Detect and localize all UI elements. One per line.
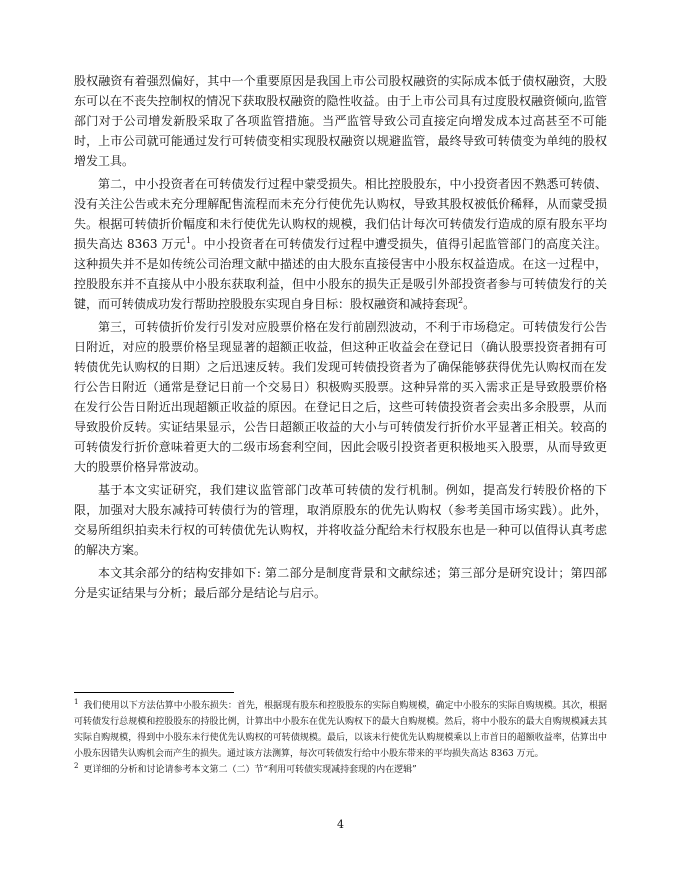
footnote-ref-2[interactable]: 2 (458, 296, 464, 305)
paragraph-2-end: 。 (463, 297, 476, 311)
page-number: 4 (337, 818, 344, 831)
paragraph-3 (74, 317, 607, 477)
footnote-1-mark: 1 (74, 698, 79, 706)
paragraph-2-text: 第二，中小投资者在可转债发行过程中蒙受损失。相比控股股东，中小投资者因不熟悉可转债、没有关注公告或未充分理解配售流程而未充分行使优先认购权，导致其股权被低价稀释，从而蒙受损失。根据可转债折价幅度和未行使优先认购权的规模，我们估计每次可转债发行造成的原有股东平均损失高达 8363 万元 (74, 177, 607, 251)
footnotes (74, 698, 607, 778)
paragraph-5 (74, 563, 607, 603)
footnote-2 (74, 762, 607, 778)
paragraph-5-text: 本文其余部分的结构安排如下: 第二部分是制度背景和文献综述；第三部分是研究设计；第四部分是实证结果与分析；最后部分是结论与启示。 (74, 566, 607, 600)
footnote-2-mark: 2 (74, 762, 79, 770)
paragraph-1-text: 股权融资有着强烈偏好，其中一个重要原因是我国上市公司股权融资的实际成本低于债权融资，大股东可以在不丧失控制权的情况下获取股权融资的隐性收益。由于上市公司具有过度股权融资倾向,监管部门对于公司增发新股采取了各项监管措施。当严监管导致公司直接定向增发成本过高甚至不可能时，上市公司就可能通过发行可转债变相实现股权融资以规避监管，最终导致可转债变为单纯的股权增发工具。 (74, 74, 607, 168)
paragraph-2-tail: 。中小投资者在可转债发行过程中遭受损失，值得引起监管部门的高度关注。这种损失并不是如传统公司治理文献中描述的由大股东直接侵害中小股东权益造成。在这一过程中，控股股东并不直接从中小股东获取利益，但中小股东的损失正是吸引外部投资者参与可转债发行的关键，而可转债成功发行帮助控股股东实现自身目标：股权融资和减持套现 (74, 237, 607, 311)
paragraph-4-text: 基于本文实证研究，我们建议监管部门改革可转债的发行机制。例如，提高发行转股价格的下限，加强对大股东减持可转债行为的管理，取消原股东的优先认购权（参考美国市场实践）。此外，交易所组织拍卖未行权的可转债优先认购权，并将收益分配给未行权股东也是一种可以值得认真考虑的解决方案。 (74, 483, 607, 557)
paragraph-4 (74, 480, 607, 560)
footnote-ref-1[interactable]: 1 (186, 236, 192, 245)
paragraph-3-text: 第三，可转债折价发行引发对应股票价格在发行前剧烈波动，不利于市场稳定。可转债发行公告日附近，对应的股票价格呈现显著的超额正收益，但这种正收益会在登记日（确认股票投资者拥有可转债优先认购权的日期）之后迅速反转。我们发现可转债投资者为了确保能够获得优先认购权而在发行公告日附近（通常是登记日前一个交易日）积极购买股票。这种异常的买入需求正是导致股票价格在发行公告日附近出现超额正收益的原因。在登记日之后，这些可转债投资者会卖出多余股票，从而导致股价反转。实证结果显示，公告日超额正收益的大小与可转债发行折价水平显著正相关。较高的可转债发行折价意味着更大的二级市场套利空间，因此会吸引投资者更积极地买入股票，从而导致更大的股票价格异常波动。 (74, 320, 607, 474)
footnote-1-text: 我们使用以下方法估算中小股东损失：首先，根据现有股东和控股股东的实际自购规模，确定中小股东的实际自购规模。其次，根据可转债发行总规模和控股股东的持股比例，计算出中小股东在优先认购权下的最大自购规模。然后，将中小股东的最大自购规模减去其实际自购规模，得到中小股东未行使优先认购权的可转债规模。最后，以该未行使优先认购规模乘以上市首日的超额收益率，估算出中小股东因错失认购机会而产生的损失。通过该方法测算，每次可转债发行给中小股东带来的平均损失高达 8363 万元。 (74, 701, 607, 759)
paragraph-1 (74, 71, 607, 171)
footnote-divider (74, 692, 234, 693)
paragraph-2 (74, 174, 607, 314)
footnote-1 (74, 698, 607, 762)
footnote-2-text: 更详细的分析和讨论请参考本文第二（二）节“利用可转债实现减持套现的内在逻辑” (83, 765, 417, 775)
body-text (74, 71, 607, 606)
